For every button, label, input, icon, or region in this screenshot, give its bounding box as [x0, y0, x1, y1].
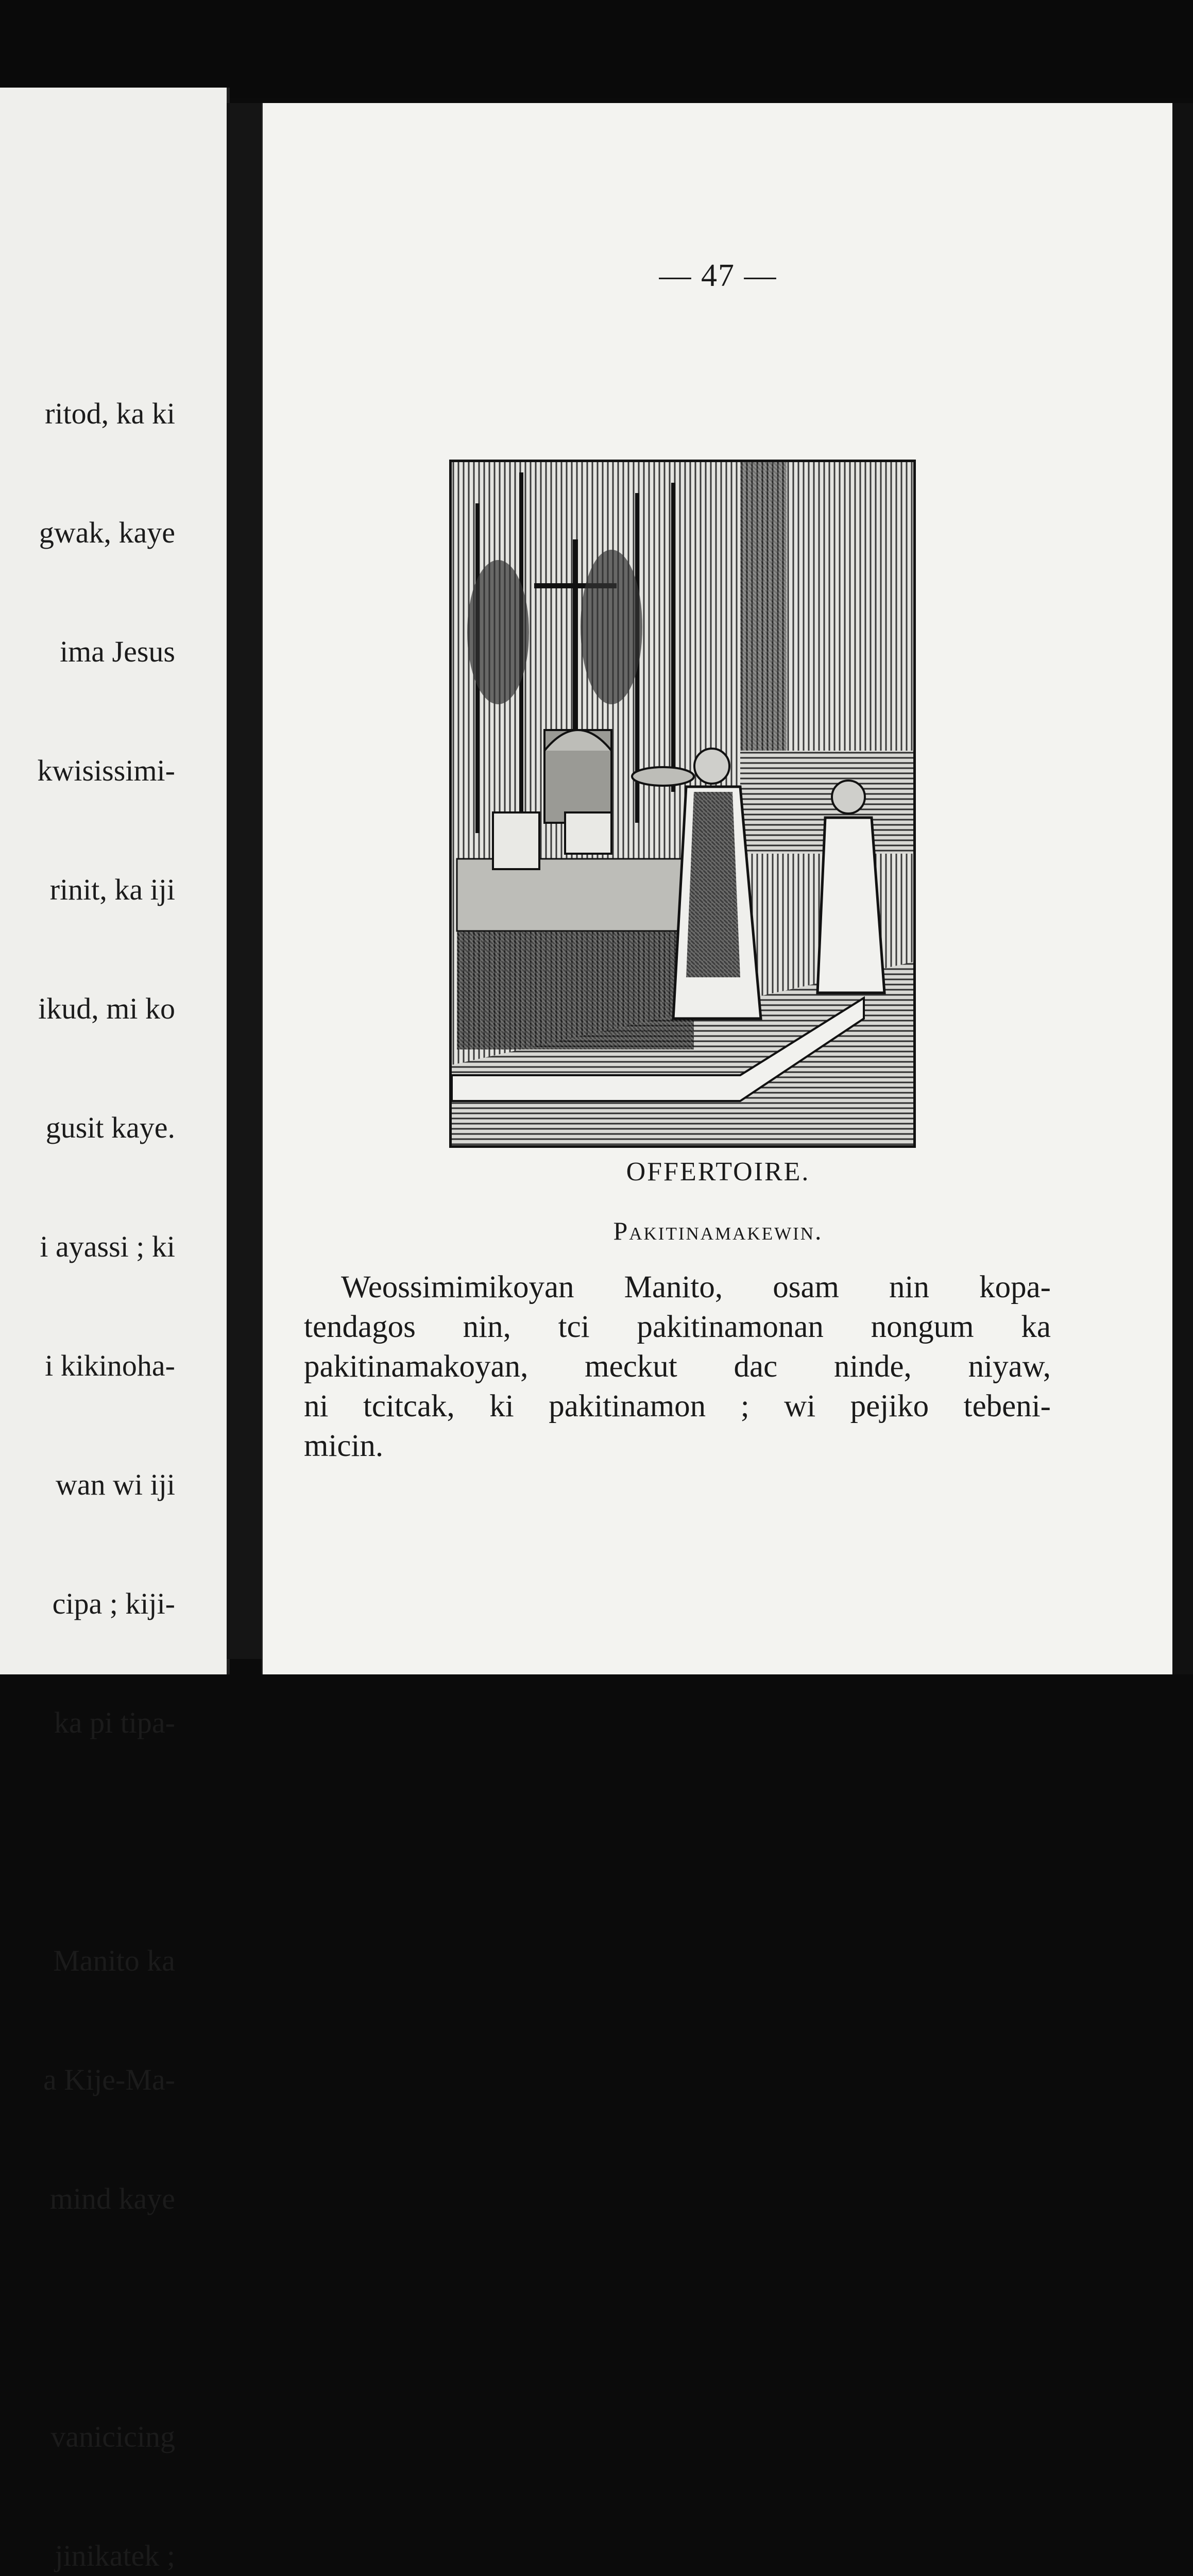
left-line: wan wi iji — [56, 1468, 175, 1501]
left-line: kwisissimi- — [37, 754, 175, 787]
left-line: i kikinoha- — [45, 1349, 175, 1382]
prayer-line: micin. — [304, 1429, 384, 1463]
left-line: cipa ; kiji- — [52, 1587, 175, 1620]
left-line: i ayassi ; ki — [40, 1230, 175, 1263]
left-line: gwak, kaye — [39, 516, 175, 549]
left-line: ritod, ka ki — [45, 397, 175, 430]
left-line-blank — [38, 1822, 176, 1861]
prayer-line: Weossimimikoyan Manito, osam nin kopa- — [341, 1270, 1051, 1304]
right-page — [262, 103, 1173, 1674]
left-line-blank — [38, 2298, 176, 2337]
page-number: — 47 — — [659, 258, 777, 293]
left-line: ikud, mi ko — [38, 992, 175, 1025]
left-line: a Kije-Ma- — [43, 2063, 175, 2096]
prayer-line: ni tcitcak, ki pakitinamon ; wi pejiko tebeni- — [304, 1389, 1051, 1423]
scan-border-top — [0, 0, 1193, 98]
left-line: Manito ka — [53, 1944, 175, 1977]
altar-engraving — [449, 460, 916, 1148]
left-line: mind kaye — [49, 2182, 175, 2215]
left-line: ka pi tipa- — [54, 1706, 175, 1739]
prayer-paragraph — [304, 1267, 1051, 1466]
altar-engraving-image — [452, 462, 913, 1145]
left-line: vanicicing — [50, 2420, 175, 2453]
left-line: ima Jesus — [60, 635, 175, 668]
illustration-caption-subtitle: Pakitinamakewin. — [613, 1216, 823, 1245]
left-page-text — [38, 314, 176, 2576]
scan-border-right — [1172, 103, 1193, 1674]
prayer-line: pakitinamakoyan, meckut dac ninde, niyaw, — [304, 1349, 1051, 1384]
prayer-line: tendagos nin, tci pakitinamonan nongum ka — [304, 1310, 1051, 1344]
book-gutter — [227, 103, 264, 1659]
left-page — [0, 88, 230, 2572]
left-line: gusit kaye. — [45, 1111, 175, 1144]
illustration-caption-title: OFFERTOIRE. — [626, 1157, 810, 1187]
left-line: rinit, ka iji — [49, 873, 175, 906]
left-line: jinikatek ; — [55, 2539, 175, 2572]
